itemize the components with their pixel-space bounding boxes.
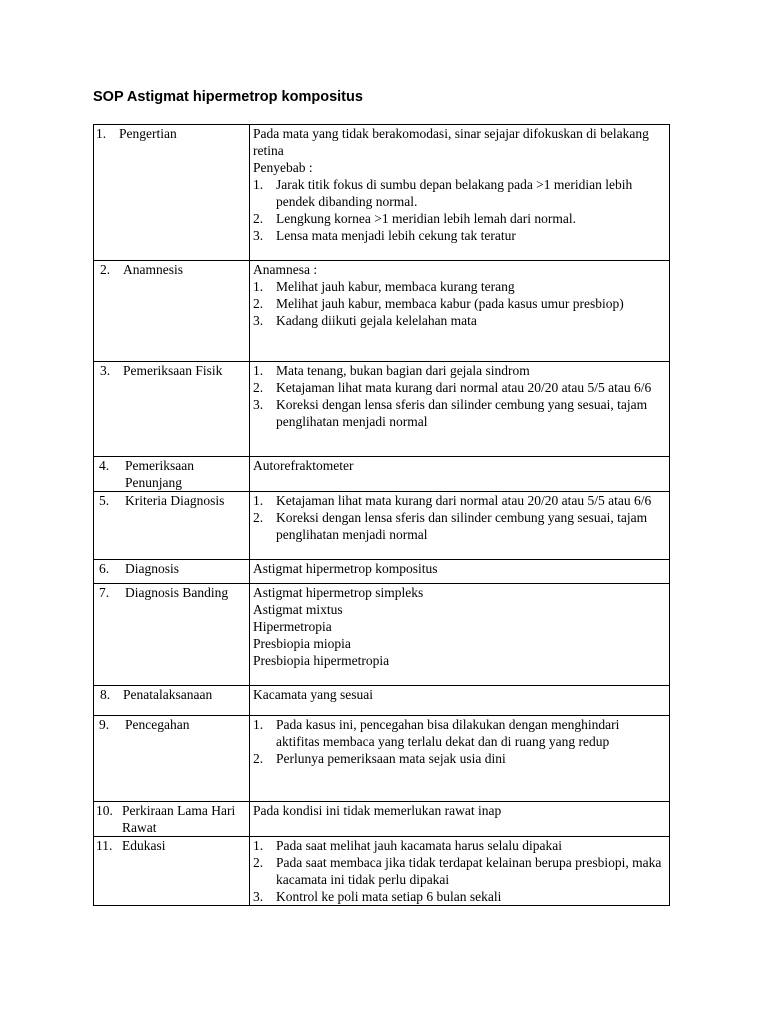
content-line: Astigmat hipermetrop kompositus	[253, 561, 438, 576]
row-number: 6.	[99, 561, 110, 576]
table-row	[94, 686, 670, 716]
table-row	[94, 560, 670, 584]
row-label: Kriteria Diagnosis	[125, 493, 225, 508]
row-number: 9.	[99, 717, 110, 732]
row-label-cell	[94, 716, 250, 802]
list-item-text: Melihat jauh kabur, membaca kurang terang	[276, 279, 515, 294]
table-row	[94, 457, 670, 492]
content-list	[253, 716, 664, 767]
list-item	[253, 227, 664, 244]
row-content-cell	[250, 560, 670, 584]
row-label-cell	[94, 492, 250, 560]
table-row	[94, 802, 670, 837]
list-item-text: Lensa mata menjadi lebih cekung tak teratur	[276, 228, 516, 243]
table-row	[94, 716, 670, 802]
content-line: Presbiopia miopia	[253, 636, 351, 651]
row-content-cell	[250, 716, 670, 802]
list-item-text: Ketajaman lihat mata kurang dari normal atau 20/20 atau 5/5 atau 6/6	[276, 493, 652, 508]
list-item-number: 3.	[253, 397, 264, 412]
content-line: Presbiopia hipermetropia	[253, 653, 390, 668]
row-content-cell	[250, 457, 670, 492]
list-item	[253, 379, 664, 396]
list-item-number: 3.	[253, 313, 264, 328]
list-item	[253, 716, 664, 750]
row-label-cell	[94, 261, 250, 362]
content-line: Penyebab :	[253, 160, 313, 175]
content-line: Anamnesa :	[253, 262, 318, 277]
list-item	[253, 854, 664, 888]
table-row	[94, 125, 670, 261]
list-item-number: 2.	[253, 296, 264, 311]
list-item-text: Pada kasus ini, pencegahan bisa dilakukan dengan menghindari aktifitas membaca yang terlalu dekat dan di ruang yang redup	[276, 717, 620, 749]
row-content-cell	[250, 125, 670, 261]
list-item-number: 1.	[253, 493, 264, 508]
table-row	[94, 584, 670, 686]
list-item-text: Kontrol ke poli mata setiap 6 bulan sekali	[276, 889, 502, 904]
list-item	[253, 295, 664, 312]
list-item	[253, 210, 664, 227]
row-label: Pemeriksaan Fisik	[123, 363, 223, 378]
row-number: 5.	[99, 493, 110, 508]
document-title: SOP Astigmat hipermetrop kompositus	[93, 89, 363, 105]
list-item	[253, 396, 664, 430]
list-item-text: Perlunya pemeriksaan mata sejak usia dini	[276, 751, 506, 766]
row-label: Perkiraan Lama Hari Rawat	[122, 803, 236, 835]
list-item-text: Koreksi dengan lensa sferis dan silinder cembung yang sesuai, tajam penglihatan menjadi normal	[276, 397, 648, 429]
list-item-number: 2.	[253, 751, 264, 766]
row-number: 11.	[96, 838, 113, 853]
content-line: Autorefraktometer	[253, 458, 354, 473]
row-label: Pencegahan	[125, 717, 190, 732]
row-content-cell	[250, 802, 670, 837]
row-label-cell	[94, 457, 250, 492]
content-line: Kacamata yang sesuai	[253, 687, 373, 702]
row-label-cell	[94, 837, 250, 906]
row-content-cell	[250, 837, 670, 906]
content-line: Astigmat mixtus	[253, 602, 343, 617]
row-content-cell	[250, 261, 670, 362]
list-item	[253, 492, 664, 509]
row-content-cell	[250, 584, 670, 686]
sop-table	[93, 124, 670, 906]
row-label: Diagnosis Banding	[125, 585, 229, 600]
row-number: 4.	[99, 458, 110, 473]
table-row	[94, 261, 670, 362]
list-item-text: Melihat jauh kabur, membaca kabur (pada kasus umur presbiop)	[276, 296, 624, 311]
list-item	[253, 888, 664, 905]
content-line: Hipermetropia	[253, 619, 332, 634]
row-label: Penatalaksanaan	[123, 687, 213, 702]
row-label-cell	[94, 584, 250, 686]
list-item-number: 1.	[253, 838, 264, 853]
row-number: 7.	[99, 585, 110, 600]
list-item-text: Pada saat melihat jauh kacamata harus selalu dipakai	[276, 838, 563, 853]
content-line: Astigmat hipermetrop simpleks	[253, 585, 424, 600]
table-row	[94, 492, 670, 560]
list-item-number: 3.	[253, 889, 264, 904]
list-item-text: Koreksi dengan lensa sferis dan silinder cembung yang sesuai, tajam penglihatan menjadi normal	[276, 510, 648, 542]
list-item	[253, 837, 664, 854]
content-list	[253, 492, 664, 543]
row-number: 2.	[100, 262, 111, 277]
list-item-number: 1.	[253, 363, 264, 378]
list-item	[253, 362, 664, 379]
list-item-text: Jarak titik fokus di sumbu depan belakang pada >1 meridian lebih pendek dibanding normal.	[276, 177, 633, 209]
content-line: Pada kondisi ini tidak memerlukan rawat inap	[253, 803, 502, 818]
list-item-number: 3.	[253, 228, 264, 243]
list-item	[253, 312, 664, 329]
table-row	[94, 837, 670, 906]
list-item-number: 1.	[253, 279, 264, 294]
list-item-text: Kadang diikuti gejala kelelahan mata	[276, 313, 477, 328]
list-item-number: 2.	[253, 510, 264, 525]
list-item-number: 1.	[253, 717, 264, 732]
row-label-cell	[94, 362, 250, 457]
row-content-cell	[250, 686, 670, 716]
list-item-text: Ketajaman lihat mata kurang dari normal atau 20/20 atau 5/5 atau 6/6	[276, 380, 652, 395]
content-list	[253, 176, 664, 244]
row-label: Pengertian	[119, 126, 177, 141]
row-label-cell	[94, 802, 250, 837]
row-label: Anamnesis	[123, 262, 183, 277]
content-list	[253, 278, 664, 329]
row-label: Edukasi	[122, 838, 166, 853]
list-item-text: Pada saat membaca jika tidak terdapat kelainan berupa presbiopi, maka kacamata ini tidak perlu dipakai	[276, 855, 662, 887]
row-label: Diagnosis	[125, 561, 179, 576]
list-item-number: 2.	[253, 380, 264, 395]
content-list	[253, 362, 664, 430]
content-line: Pada mata yang tidak berakomodasi, sinar sejajar difokuskan di belakang retina	[253, 126, 649, 158]
row-label-cell	[94, 125, 250, 261]
content-list	[253, 837, 664, 905]
list-item	[253, 176, 664, 210]
list-item	[253, 278, 664, 295]
list-item	[253, 750, 664, 767]
table-row	[94, 362, 670, 457]
list-item	[253, 509, 664, 543]
row-label: Pemeriksaan Penunjang	[125, 458, 194, 490]
row-content-cell	[250, 362, 670, 457]
row-content-cell	[250, 492, 670, 560]
list-item-text: Lengkung kornea >1 meridian lebih lemah dari normal.	[276, 211, 577, 226]
row-label-cell	[94, 560, 250, 584]
row-number: 8.	[100, 687, 111, 702]
list-item-text: Mata tenang, bukan bagian dari gejala sindrom	[276, 363, 530, 378]
row-number: 10.	[96, 803, 113, 818]
list-item-number: 2.	[253, 855, 264, 870]
row-number: 1.	[96, 126, 107, 141]
row-label-cell	[94, 686, 250, 716]
row-number: 3.	[100, 363, 111, 378]
list-item-number: 1.	[253, 177, 264, 192]
list-item-number: 2.	[253, 211, 264, 226]
